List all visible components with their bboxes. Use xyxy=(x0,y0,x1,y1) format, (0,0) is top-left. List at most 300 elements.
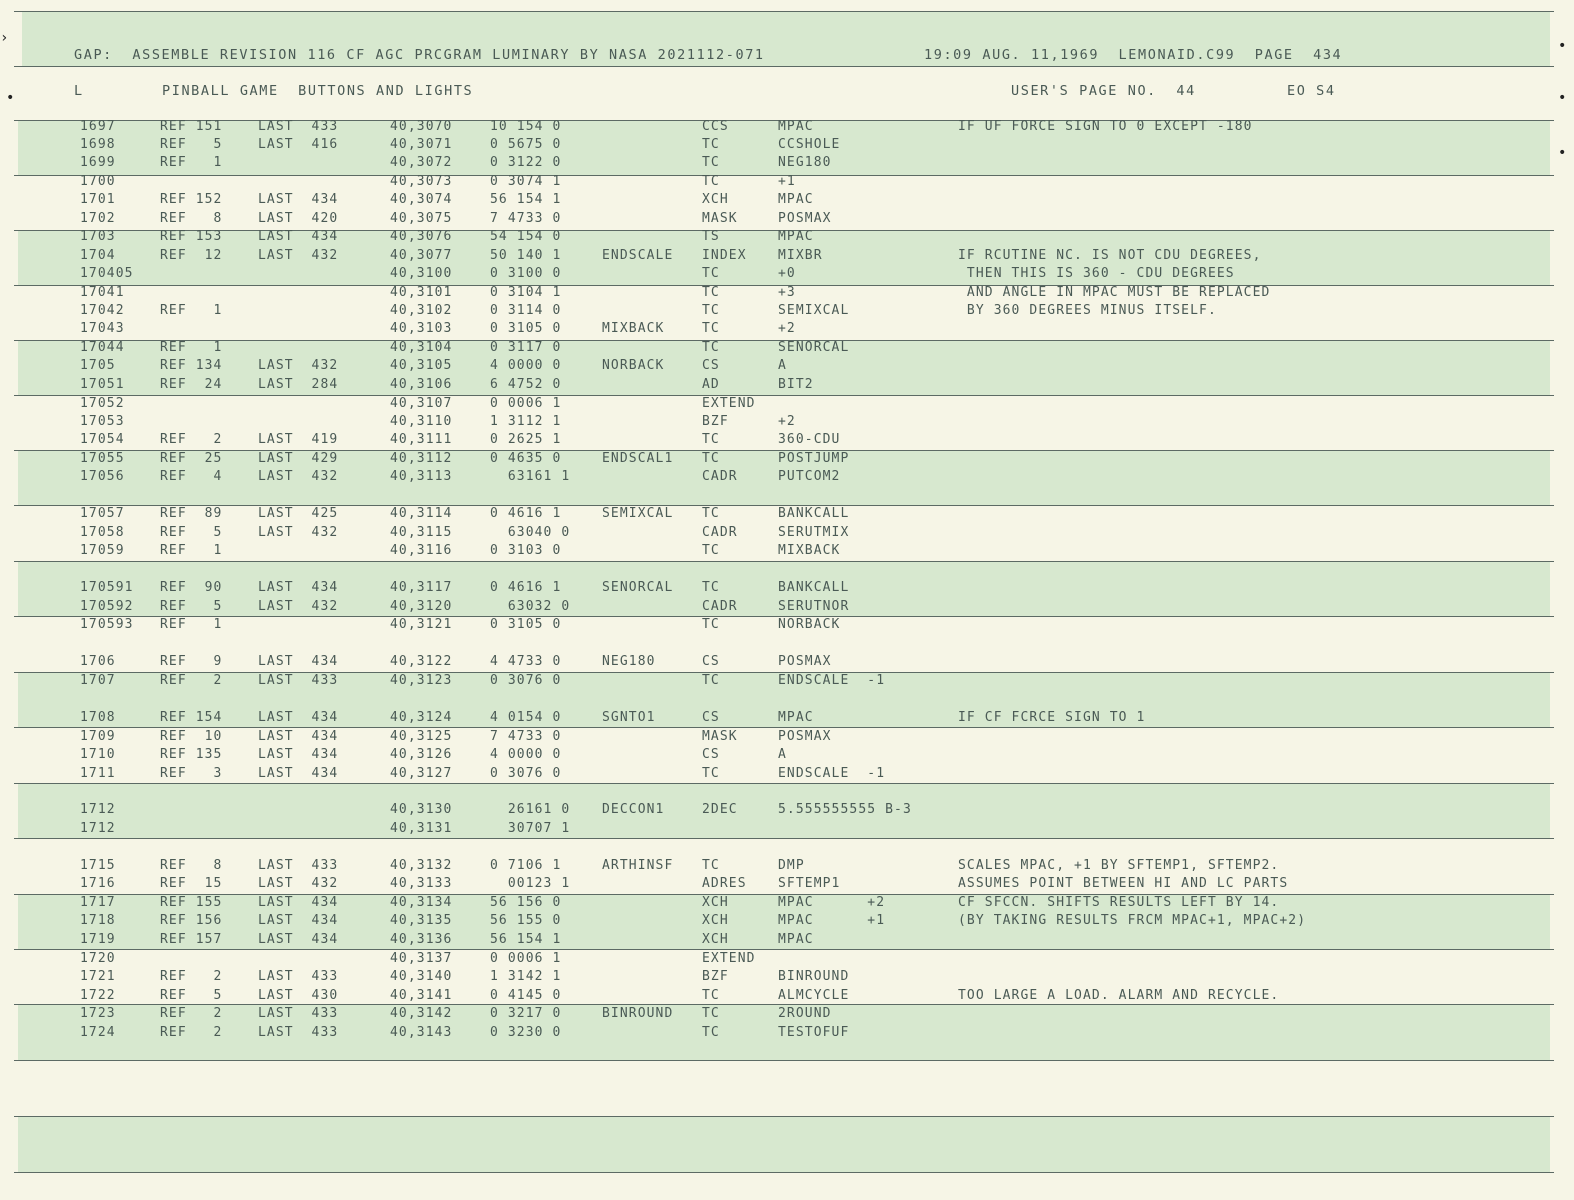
ref-count: REF 1 xyxy=(160,340,223,355)
comment: BY 360 DEGREES MINUS ITSELF. xyxy=(958,303,1217,318)
ref-count: REF 135 xyxy=(160,747,223,762)
line-number: 1705 xyxy=(80,358,116,373)
opcode: TC xyxy=(702,766,720,781)
octal-code: 0 4145 0 xyxy=(490,988,562,1003)
ref-count: REF 153 xyxy=(160,229,223,244)
last-page: LAST 419 xyxy=(258,432,339,447)
opcode: AD xyxy=(702,377,720,392)
comment: IF RCUTINE NC. IS NOT CDU DEGREES, xyxy=(958,248,1262,263)
line-number: 1698 xyxy=(80,137,116,152)
operand: POSTJUMP xyxy=(778,451,850,466)
address: 40,3137 xyxy=(390,951,453,966)
octal-code: 54 154 0 xyxy=(490,229,562,244)
last-page: LAST 433 xyxy=(258,858,339,873)
last-page: LAST 433 xyxy=(258,119,339,134)
operand: MIXBACK xyxy=(778,543,841,558)
ref-count: REF 3 xyxy=(160,766,223,781)
line-number: 1716 xyxy=(80,876,116,891)
operand: POSMAX xyxy=(778,654,832,669)
opcode: BZF xyxy=(702,969,729,984)
band-rule xyxy=(14,783,1554,784)
paper-band xyxy=(18,1116,1550,1172)
ref-count: REF 2 xyxy=(160,1006,223,1021)
ref-count: REF 2 xyxy=(160,1025,223,1040)
comment: TOO LARGE A LOAD. ALARM AND RECYCLE. xyxy=(958,988,1280,1003)
line-number: 1704 xyxy=(80,248,116,263)
line-number: 1699 xyxy=(80,155,116,170)
line-number: 1712 xyxy=(80,802,116,817)
ref-count: REF 4 xyxy=(160,469,223,484)
operand: MIXBR xyxy=(778,248,823,263)
binder-mark: • xyxy=(1558,38,1567,54)
log-section-marker: L xyxy=(74,83,84,99)
operand: POSMAX xyxy=(778,211,832,226)
ref-count: REF 89 xyxy=(160,506,223,521)
opcode: ADRES xyxy=(702,876,747,891)
opcode: BZF xyxy=(702,414,729,429)
octal-code: 0 0006 1 xyxy=(490,396,562,411)
band-rule xyxy=(14,949,1554,950)
ref-count: REF 5 xyxy=(160,988,223,1003)
last-page: LAST 434 xyxy=(258,729,339,744)
line-number: 17051 xyxy=(80,377,125,392)
line-number: 1712 xyxy=(80,821,116,836)
opcode: TC xyxy=(702,137,720,152)
octal-code: 0 3104 1 xyxy=(490,285,562,300)
address: 40,3120 xyxy=(390,599,453,614)
octal-code: 4 0154 0 xyxy=(490,710,562,725)
line-number: 1697 xyxy=(80,119,116,134)
operand: BANKCALL xyxy=(778,580,850,595)
address: 40,3102 xyxy=(390,303,453,318)
last-page: LAST 429 xyxy=(258,451,339,466)
ref-count: REF 156 xyxy=(160,913,223,928)
line-number: 17041 xyxy=(80,285,125,300)
line-number: 1719 xyxy=(80,932,116,947)
address: 40,3070 xyxy=(390,119,453,134)
band-rule xyxy=(14,1116,1554,1117)
octal-code: 63161 1 xyxy=(490,469,571,484)
line-number: 170592 xyxy=(80,599,134,614)
line-number: 17055 xyxy=(80,451,125,466)
operand: SENORCAL xyxy=(778,340,850,355)
last-page: LAST 420 xyxy=(258,211,339,226)
opcode: EXTEND xyxy=(702,396,756,411)
opcode: CS xyxy=(702,710,720,725)
address: 40,3127 xyxy=(390,766,453,781)
line-number: 1707 xyxy=(80,673,116,688)
operand: BIT2 xyxy=(778,377,814,392)
octal-code: 0 3076 0 xyxy=(490,673,562,688)
line-number: 170593 xyxy=(80,617,134,632)
operand: CCSHOLE xyxy=(778,137,841,152)
octal-code: 0 4616 1 xyxy=(490,506,562,521)
binder-mark: › xyxy=(0,30,9,46)
opcode: TC xyxy=(702,303,720,318)
operand: ENDSCALE -1 xyxy=(778,766,886,781)
address: 40,3124 xyxy=(390,710,453,725)
operand: MPAC xyxy=(778,932,814,947)
binder-mark: • xyxy=(6,90,15,106)
octal-code: 0 3105 0 xyxy=(490,617,562,632)
address: 40,3134 xyxy=(390,895,453,910)
ref-count: REF 1 xyxy=(160,155,223,170)
opcode: MASK xyxy=(702,211,738,226)
operand: +3 xyxy=(778,285,796,300)
octal-code: 0 7106 1 xyxy=(490,858,562,873)
octal-code: 56 154 1 xyxy=(490,932,562,947)
band-rule xyxy=(14,66,1554,67)
opcode: TC xyxy=(702,432,720,447)
opcode: CCS xyxy=(702,119,729,134)
band-rule xyxy=(14,561,1554,562)
operand: SERUTMIX xyxy=(778,525,850,540)
address: 40,3116 xyxy=(390,543,453,558)
address: 40,3140 xyxy=(390,969,453,984)
address: 40,3072 xyxy=(390,155,453,170)
line-number: 17042 xyxy=(80,303,125,318)
last-page: LAST 434 xyxy=(258,766,339,781)
comment: THEN THIS IS 360 - CDU DEGREES xyxy=(958,266,1235,281)
octal-code: 0 3114 0 xyxy=(490,303,562,318)
section-title: PINBALL GAME BUTTONS AND LIGHTS xyxy=(162,83,474,99)
opcode: TC xyxy=(702,673,720,688)
line-number: 1710 xyxy=(80,747,116,762)
line-number: 1722 xyxy=(80,988,116,1003)
line-number: 1718 xyxy=(80,913,116,928)
address: 40,3132 xyxy=(390,858,453,873)
octal-code: 4 0000 0 xyxy=(490,747,562,762)
address: 40,3121 xyxy=(390,617,453,632)
band-rule xyxy=(14,1060,1554,1061)
print-stamp: 19:09 AUG. 11,1969 LEMONAID.C99 PAGE 434 xyxy=(924,47,1343,63)
opcode: TC xyxy=(702,1025,720,1040)
address: 40,3101 xyxy=(390,285,453,300)
last-page: LAST 434 xyxy=(258,192,339,207)
operand: MPAC +2 xyxy=(778,895,886,910)
last-page: LAST 284 xyxy=(258,377,339,392)
ref-count: REF 15 xyxy=(160,876,223,891)
operand: +2 xyxy=(778,414,796,429)
opcode: XCH xyxy=(702,192,729,207)
line-number: 1701 xyxy=(80,192,116,207)
address: 40,3143 xyxy=(390,1025,453,1040)
octal-code: 0 3074 1 xyxy=(490,174,562,189)
address: 40,3117 xyxy=(390,580,453,595)
octal-code: 0 3117 0 xyxy=(490,340,562,355)
label: DECCON1 xyxy=(602,802,665,817)
octal-code: 63032 0 xyxy=(490,599,571,614)
octal-code: 1 3142 1 xyxy=(490,969,562,984)
comment: CF SFCCN. SHIFTS RESULTS LEFT BY 14. xyxy=(958,895,1280,910)
octal-code: 4 0000 0 xyxy=(490,358,562,373)
operand: +2 xyxy=(778,321,796,336)
opcode: CADR xyxy=(702,469,738,484)
label: ENDSCAL1 xyxy=(602,451,674,466)
octal-code: 6 4752 0 xyxy=(490,377,562,392)
last-page: LAST 434 xyxy=(258,710,339,725)
band-rule xyxy=(14,838,1554,839)
ref-count: REF 2 xyxy=(160,969,223,984)
operand: BANKCALL xyxy=(778,506,850,521)
last-page: LAST 432 xyxy=(258,469,339,484)
last-page: LAST 433 xyxy=(258,1025,339,1040)
ref-count: REF 2 xyxy=(160,673,223,688)
operand: MPAC +1 xyxy=(778,913,886,928)
opcode: CS xyxy=(702,358,720,373)
octal-code: 10 154 0 xyxy=(490,119,562,134)
ref-count: REF 157 xyxy=(160,932,223,947)
label: SGNTO1 xyxy=(602,710,656,725)
last-page: LAST 432 xyxy=(258,525,339,540)
band-rule xyxy=(14,727,1554,728)
comment: (BY TAKING RESULTS FRCM MPAC+1, MPAC+2) xyxy=(958,913,1307,928)
label: SEMIXCAL xyxy=(602,506,674,521)
ref-count: REF 10 xyxy=(160,729,223,744)
address: 40,3077 xyxy=(390,248,453,263)
last-page: LAST 434 xyxy=(258,654,339,669)
octal-code: 1 3112 1 xyxy=(490,414,562,429)
band-rule xyxy=(14,1004,1554,1005)
address: 40,3104 xyxy=(390,340,453,355)
opcode: CADR xyxy=(702,599,738,614)
opcode: TC xyxy=(702,543,720,558)
octal-code: 0 3076 0 xyxy=(490,766,562,781)
address: 40,3073 xyxy=(390,174,453,189)
operand: SEMIXCAL xyxy=(778,303,850,318)
operand: A xyxy=(778,358,787,373)
line-number: 17052 xyxy=(80,396,125,411)
last-page: LAST 434 xyxy=(258,580,339,595)
line-number: 1724 xyxy=(80,1025,116,1040)
octal-code: 0 0006 1 xyxy=(490,951,562,966)
octal-code: 0 5675 0 xyxy=(490,137,562,152)
octal-code: 56 154 1 xyxy=(490,192,562,207)
last-page: LAST 434 xyxy=(258,747,339,762)
address: 40,3123 xyxy=(390,673,453,688)
line-number: 17059 xyxy=(80,543,125,558)
opcode: EXTEND xyxy=(702,951,756,966)
operand: ALMCYCLE xyxy=(778,988,850,1003)
ref-count: REF 134 xyxy=(160,358,223,373)
label: ENDSCALE xyxy=(602,248,674,263)
address: 40,3131 xyxy=(390,821,453,836)
address: 40,3112 xyxy=(390,451,453,466)
binder-mark: • xyxy=(1558,90,1567,106)
last-page: LAST 432 xyxy=(258,599,339,614)
octal-code: 00123 1 xyxy=(490,876,571,891)
ref-count: REF 25 xyxy=(160,451,223,466)
opcode: TC xyxy=(702,155,720,170)
address: 40,3115 xyxy=(390,525,453,540)
line-number: 1717 xyxy=(80,895,116,910)
octal-code: 0 3100 0 xyxy=(490,266,562,281)
ref-count: REF 1 xyxy=(160,617,223,632)
opcode: TC xyxy=(702,266,720,281)
last-page: LAST 432 xyxy=(258,358,339,373)
opcode: XCH xyxy=(702,932,729,947)
comment: IF CF FCRCE SIGN TO 1 xyxy=(958,710,1146,725)
last-page: LAST 425 xyxy=(258,506,339,521)
octal-code: 0 3217 0 xyxy=(490,1006,562,1021)
address: 40,3142 xyxy=(390,1006,453,1021)
opcode: TC xyxy=(702,174,720,189)
opcode: TC xyxy=(702,617,720,632)
line-number: 1703 xyxy=(80,229,116,244)
ref-count: REF 8 xyxy=(160,858,223,873)
operand: SFTEMP1 xyxy=(778,876,841,891)
binder-mark: • xyxy=(1558,145,1567,161)
ref-count: REF 8 xyxy=(160,211,223,226)
last-page: LAST 434 xyxy=(258,913,339,928)
last-page: LAST 416 xyxy=(258,137,339,152)
address: 40,3074 xyxy=(390,192,453,207)
opcode: CS xyxy=(702,654,720,669)
user-page-number: USER'S PAGE NO. 44 xyxy=(1011,83,1196,99)
operand: TESTOFUF xyxy=(778,1025,850,1040)
last-page: LAST 430 xyxy=(258,988,339,1003)
operand: 2ROUND xyxy=(778,1006,832,1021)
opcode: INDEX xyxy=(702,248,747,263)
eo-marker: EO S4 xyxy=(1287,83,1336,99)
line-number: 1720 xyxy=(80,951,116,966)
octal-code: 0 3105 0 xyxy=(490,321,562,336)
label: MIXBACK xyxy=(602,321,665,336)
address: 40,3113 xyxy=(390,469,453,484)
ref-count: REF 24 xyxy=(160,377,223,392)
ref-count: REF 155 xyxy=(160,895,223,910)
octal-code: 0 3230 0 xyxy=(490,1025,562,1040)
operand: MPAC xyxy=(778,229,814,244)
line-number: 17058 xyxy=(80,525,125,540)
address: 40,3107 xyxy=(390,396,453,411)
octal-code: 4 4733 0 xyxy=(490,654,562,669)
line-number: 170591 xyxy=(80,580,134,595)
ref-count: REF 90 xyxy=(160,580,223,595)
opcode: CADR xyxy=(702,525,738,540)
operand: MPAC xyxy=(778,710,814,725)
line-number: 17053 xyxy=(80,414,125,429)
line-number: 17056 xyxy=(80,469,125,484)
last-page: LAST 434 xyxy=(258,895,339,910)
address: 40,3126 xyxy=(390,747,453,762)
octal-code: 7 4733 0 xyxy=(490,729,562,744)
address: 40,3106 xyxy=(390,377,453,392)
opcode: 2DEC xyxy=(702,802,738,817)
opcode: TC xyxy=(702,580,720,595)
ref-count: REF 151 xyxy=(160,119,223,134)
address: 40,3075 xyxy=(390,211,453,226)
line-number: 1708 xyxy=(80,710,116,725)
line-number: 17057 xyxy=(80,506,125,521)
address: 40,3122 xyxy=(390,654,453,669)
operand: PUTCOM2 xyxy=(778,469,841,484)
opcode: MASK xyxy=(702,729,738,744)
opcode: TC xyxy=(702,1006,720,1021)
comment: IF UF FORCE SIGN TO 0 EXCEPT -180 xyxy=(958,119,1253,134)
last-page: LAST 433 xyxy=(258,969,339,984)
line-number: 17043 xyxy=(80,321,125,336)
octal-code: 30707 1 xyxy=(490,821,571,836)
operand: 360-CDU xyxy=(778,432,841,447)
octal-code: 0 3122 0 xyxy=(490,155,562,170)
opcode: TC xyxy=(702,340,720,355)
label: NEG180 xyxy=(602,654,656,669)
comment: SCALES MPAC, +1 BY SFTEMP1, SFTEMP2. xyxy=(958,858,1280,873)
opcode: TS xyxy=(702,229,720,244)
line-number: 1721 xyxy=(80,969,116,984)
ref-count: REF 9 xyxy=(160,654,223,669)
line-number: 1709 xyxy=(80,729,116,744)
address: 40,3133 xyxy=(390,876,453,891)
band-rule xyxy=(14,395,1554,396)
ref-count: REF 154 xyxy=(160,710,223,725)
opcode: XCH xyxy=(702,913,729,928)
octal-code: 50 140 1 xyxy=(490,248,562,263)
opcode: TC xyxy=(702,451,720,466)
ref-count: REF 1 xyxy=(160,303,223,318)
octal-code: 26161 0 xyxy=(490,802,571,817)
band-rule xyxy=(14,1172,1554,1173)
line-number: 1706 xyxy=(80,654,116,669)
label: BINROUND xyxy=(602,1006,674,1021)
operand: MPAC xyxy=(778,192,814,207)
operand: NEG180 xyxy=(778,155,832,170)
opcode: TC xyxy=(702,506,720,521)
address: 40,3135 xyxy=(390,913,453,928)
operand: +1 xyxy=(778,174,796,189)
ref-count: REF 5 xyxy=(160,525,223,540)
operand: A xyxy=(778,747,787,762)
last-page: LAST 433 xyxy=(258,673,339,688)
address: 40,3141 xyxy=(390,988,453,1003)
last-page: LAST 432 xyxy=(258,876,339,891)
opcode: CS xyxy=(702,747,720,762)
address: 40,3110 xyxy=(390,414,453,429)
line-number: 1700 xyxy=(80,174,116,189)
ref-count: REF 5 xyxy=(160,599,223,614)
last-page: LAST 434 xyxy=(258,229,339,244)
ref-count: REF 5 xyxy=(160,137,223,152)
address: 40,3136 xyxy=(390,932,453,947)
address: 40,3071 xyxy=(390,137,453,152)
line-number: 17044 xyxy=(80,340,125,355)
address: 40,3105 xyxy=(390,358,453,373)
line-number: 1711 xyxy=(80,766,116,781)
opcode: TC xyxy=(702,988,720,1003)
label: SENORCAL xyxy=(602,580,674,595)
comment: ASSUMES POINT BETWEEN HI AND LC PARTS xyxy=(958,876,1289,891)
address: 40,3111 xyxy=(390,432,453,447)
line-number: 170405 xyxy=(80,266,134,281)
band-rule xyxy=(14,11,1554,12)
label: NORBACK xyxy=(602,358,665,373)
line-number: 1723 xyxy=(80,1006,116,1021)
octal-code: 63040 0 xyxy=(490,525,571,540)
operand: DMP xyxy=(778,858,805,873)
ref-count: REF 1 xyxy=(160,543,223,558)
address: 40,3103 xyxy=(390,321,453,336)
line-number: 1702 xyxy=(80,211,116,226)
octal-code: 56 156 0 xyxy=(490,895,562,910)
opcode: TC xyxy=(702,285,720,300)
ref-count: REF 2 xyxy=(160,432,223,447)
operand: POSMAX xyxy=(778,729,832,744)
octal-code: 0 4616 1 xyxy=(490,580,562,595)
ref-count: REF 152 xyxy=(160,192,223,207)
listing-title: GAP: ASSEMBLE REVISION 116 CF AGC PRCGRAM LUMINARY BY NASA 2021112-071 xyxy=(74,47,765,63)
operand: ENDSCALE -1 xyxy=(778,673,886,688)
